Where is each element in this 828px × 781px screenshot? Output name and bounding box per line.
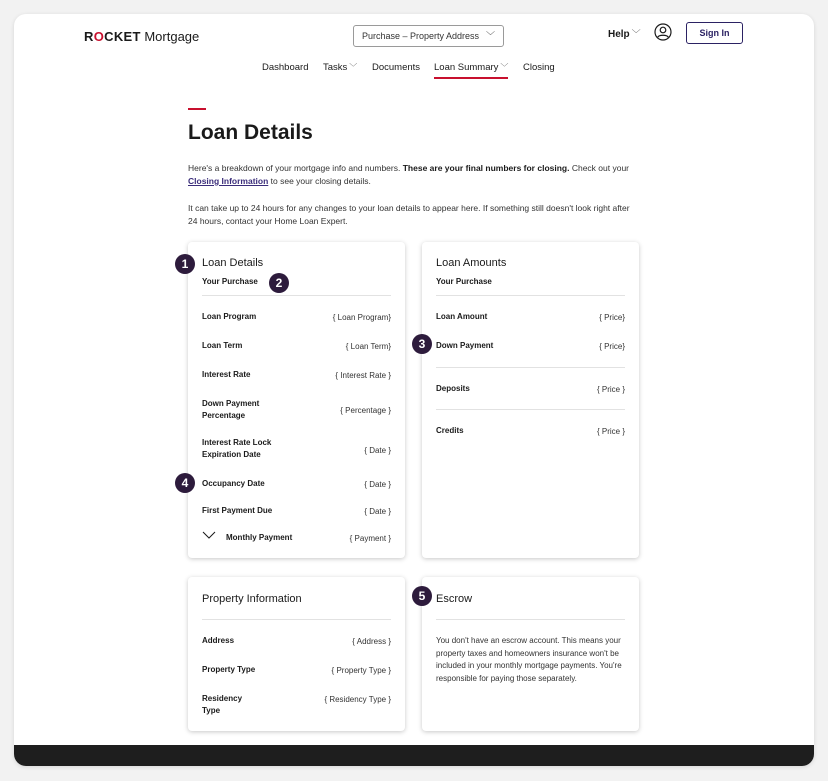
property-address-label: Purchase – Property Address: [362, 31, 480, 41]
loan-amounts-title: Loan Amounts: [436, 257, 507, 269]
credits-label: Credits: [436, 426, 464, 435]
property-type-label: Property Type: [202, 665, 256, 674]
property-address-select[interactable]: [353, 25, 504, 47]
loan-amounts-card: [422, 242, 639, 558]
deposits-label: Deposits: [436, 384, 470, 393]
nav-closing[interactable]: Closing: [523, 62, 555, 73]
chevron-down-icon[interactable]: [202, 530, 216, 540]
first-payment-due-label: First Payment Due: [202, 506, 273, 515]
rate-lock-expiration-value: { Date }: [364, 446, 391, 455]
nav-dashboard[interactable]: Dashboard: [262, 62, 309, 73]
property-type-value: { Property Type }: [331, 666, 391, 675]
residency-type-label: Residency Type: [202, 694, 243, 715]
logo-rocket-cket: CKET: [104, 29, 141, 44]
property-information-card: [188, 577, 405, 731]
header: [14, 14, 814, 104]
escrow-description: You don't have an escrow account. This means your property taxes and homeowners insurance won't be included in your monthly mortgage payments. You're responsible for paying those separately.: [436, 636, 622, 683]
loan-amount-label: Loan Amount: [436, 312, 488, 321]
loan-details-subtitle: Your Purchase: [202, 277, 258, 286]
occupancy-date-label: Occupancy Date: [202, 479, 265, 488]
chevron-down-icon: ﹀: [485, 31, 495, 41]
main-nav: [14, 62, 814, 86]
logo-mortgage: Mortgage: [144, 29, 200, 44]
interest-rate-label: Interest Rate: [202, 370, 251, 379]
help-label: Help: [608, 29, 630, 40]
interest-rate-value: { Interest Rate }: [335, 371, 391, 380]
nav-loan-summary-label: Loan Summary: [434, 62, 499, 73]
nav-tasks[interactable]: [323, 62, 357, 73]
loan-details-card: [188, 242, 405, 558]
residency-type-value: { Residency Type }: [324, 695, 391, 704]
divider: [436, 619, 625, 620]
annotation-badge-2: 2: [269, 273, 289, 293]
monthly-payment-label[interactable]: Monthly Payment: [226, 533, 293, 542]
user-circle-icon[interactable]: [654, 23, 672, 41]
annotation-badge-5: 5: [412, 586, 432, 606]
address-value: { Address }: [352, 637, 391, 646]
help-menu[interactable]: [608, 27, 641, 40]
loan-amounts-subtitle: Your Purchase: [436, 277, 492, 286]
loan-term-value: { Loan Term}: [345, 342, 391, 351]
loan-amount-value: { Price}: [599, 313, 625, 322]
page-title: Loan Details: [188, 121, 313, 144]
annotation-badge-4: 4: [175, 473, 195, 493]
first-payment-due-value: { Date }: [364, 507, 391, 516]
loan-details-title: Loan Details: [202, 257, 264, 269]
loan-term-label: Loan Term: [202, 341, 243, 350]
loan-program-label: Loan Program: [202, 312, 257, 321]
occupancy-date-value: { Date }: [364, 480, 391, 489]
divider: [436, 409, 625, 410]
chevron-down-icon: ﹀: [631, 29, 641, 39]
nav-documents[interactable]: Documents: [372, 62, 421, 73]
rate-lock-expiration-label: Interest Rate Lock Expiration Date: [202, 438, 272, 459]
down-payment-value: { Price}: [599, 342, 625, 351]
annotation-badge-1: 1: [175, 254, 195, 274]
divider: [436, 367, 625, 368]
down-payment-label: Down Payment: [436, 341, 494, 350]
nav-loan-summary[interactable]: [434, 62, 508, 79]
nav-tasks-label: Tasks: [323, 62, 348, 73]
divider: [202, 619, 391, 620]
logo-rocket-o: O: [93, 29, 105, 44]
intro-text-3: to see your closing details.: [270, 176, 371, 186]
intro-text-2: Check out your: [571, 163, 630, 173]
chevron-down-icon: ﹀: [349, 63, 358, 72]
divider: [436, 295, 625, 296]
address-label: Address: [202, 636, 235, 645]
down-payment-percentage-value: { Percentage }: [340, 406, 391, 415]
footer-bar: [14, 745, 814, 766]
property-information-title: Property Information: [202, 593, 302, 605]
intro-paragraph: [188, 162, 640, 188]
intro-paragraph-2: It can take up to 24 hours for any changes to your loan details to appear here. If something still doesn't look right after 24 hours, contact your Home Loan Expert.: [188, 203, 630, 226]
title-accent-bar: [188, 108, 206, 110]
divider: [202, 295, 391, 296]
deposits-value: { Price }: [596, 385, 625, 394]
chevron-down-icon: ﹀: [500, 63, 509, 72]
sign-in-button[interactable]: Sign In: [686, 22, 743, 44]
rocket-mortgage-logo[interactable]: [84, 29, 199, 44]
app-window: [14, 14, 814, 766]
annotation-badge-3: 3: [412, 334, 432, 354]
intro-bold-text: These are your final numbers for closing.: [402, 163, 570, 173]
monthly-payment-value: { Payment }: [349, 534, 391, 543]
closing-information-link[interactable]: Closing Information: [188, 176, 269, 186]
credits-value: { Price }: [596, 427, 625, 436]
logo-rocket-r: R: [84, 29, 94, 44]
escrow-title: Escrow: [436, 593, 473, 605]
loan-program-value: { Loan Program}: [332, 313, 391, 322]
down-payment-percentage-label: Down Payment Percentage: [202, 399, 260, 420]
intro-text-1: Here's a breakdown of your mortgage info and numbers.: [188, 163, 401, 173]
escrow-card: [422, 577, 639, 731]
